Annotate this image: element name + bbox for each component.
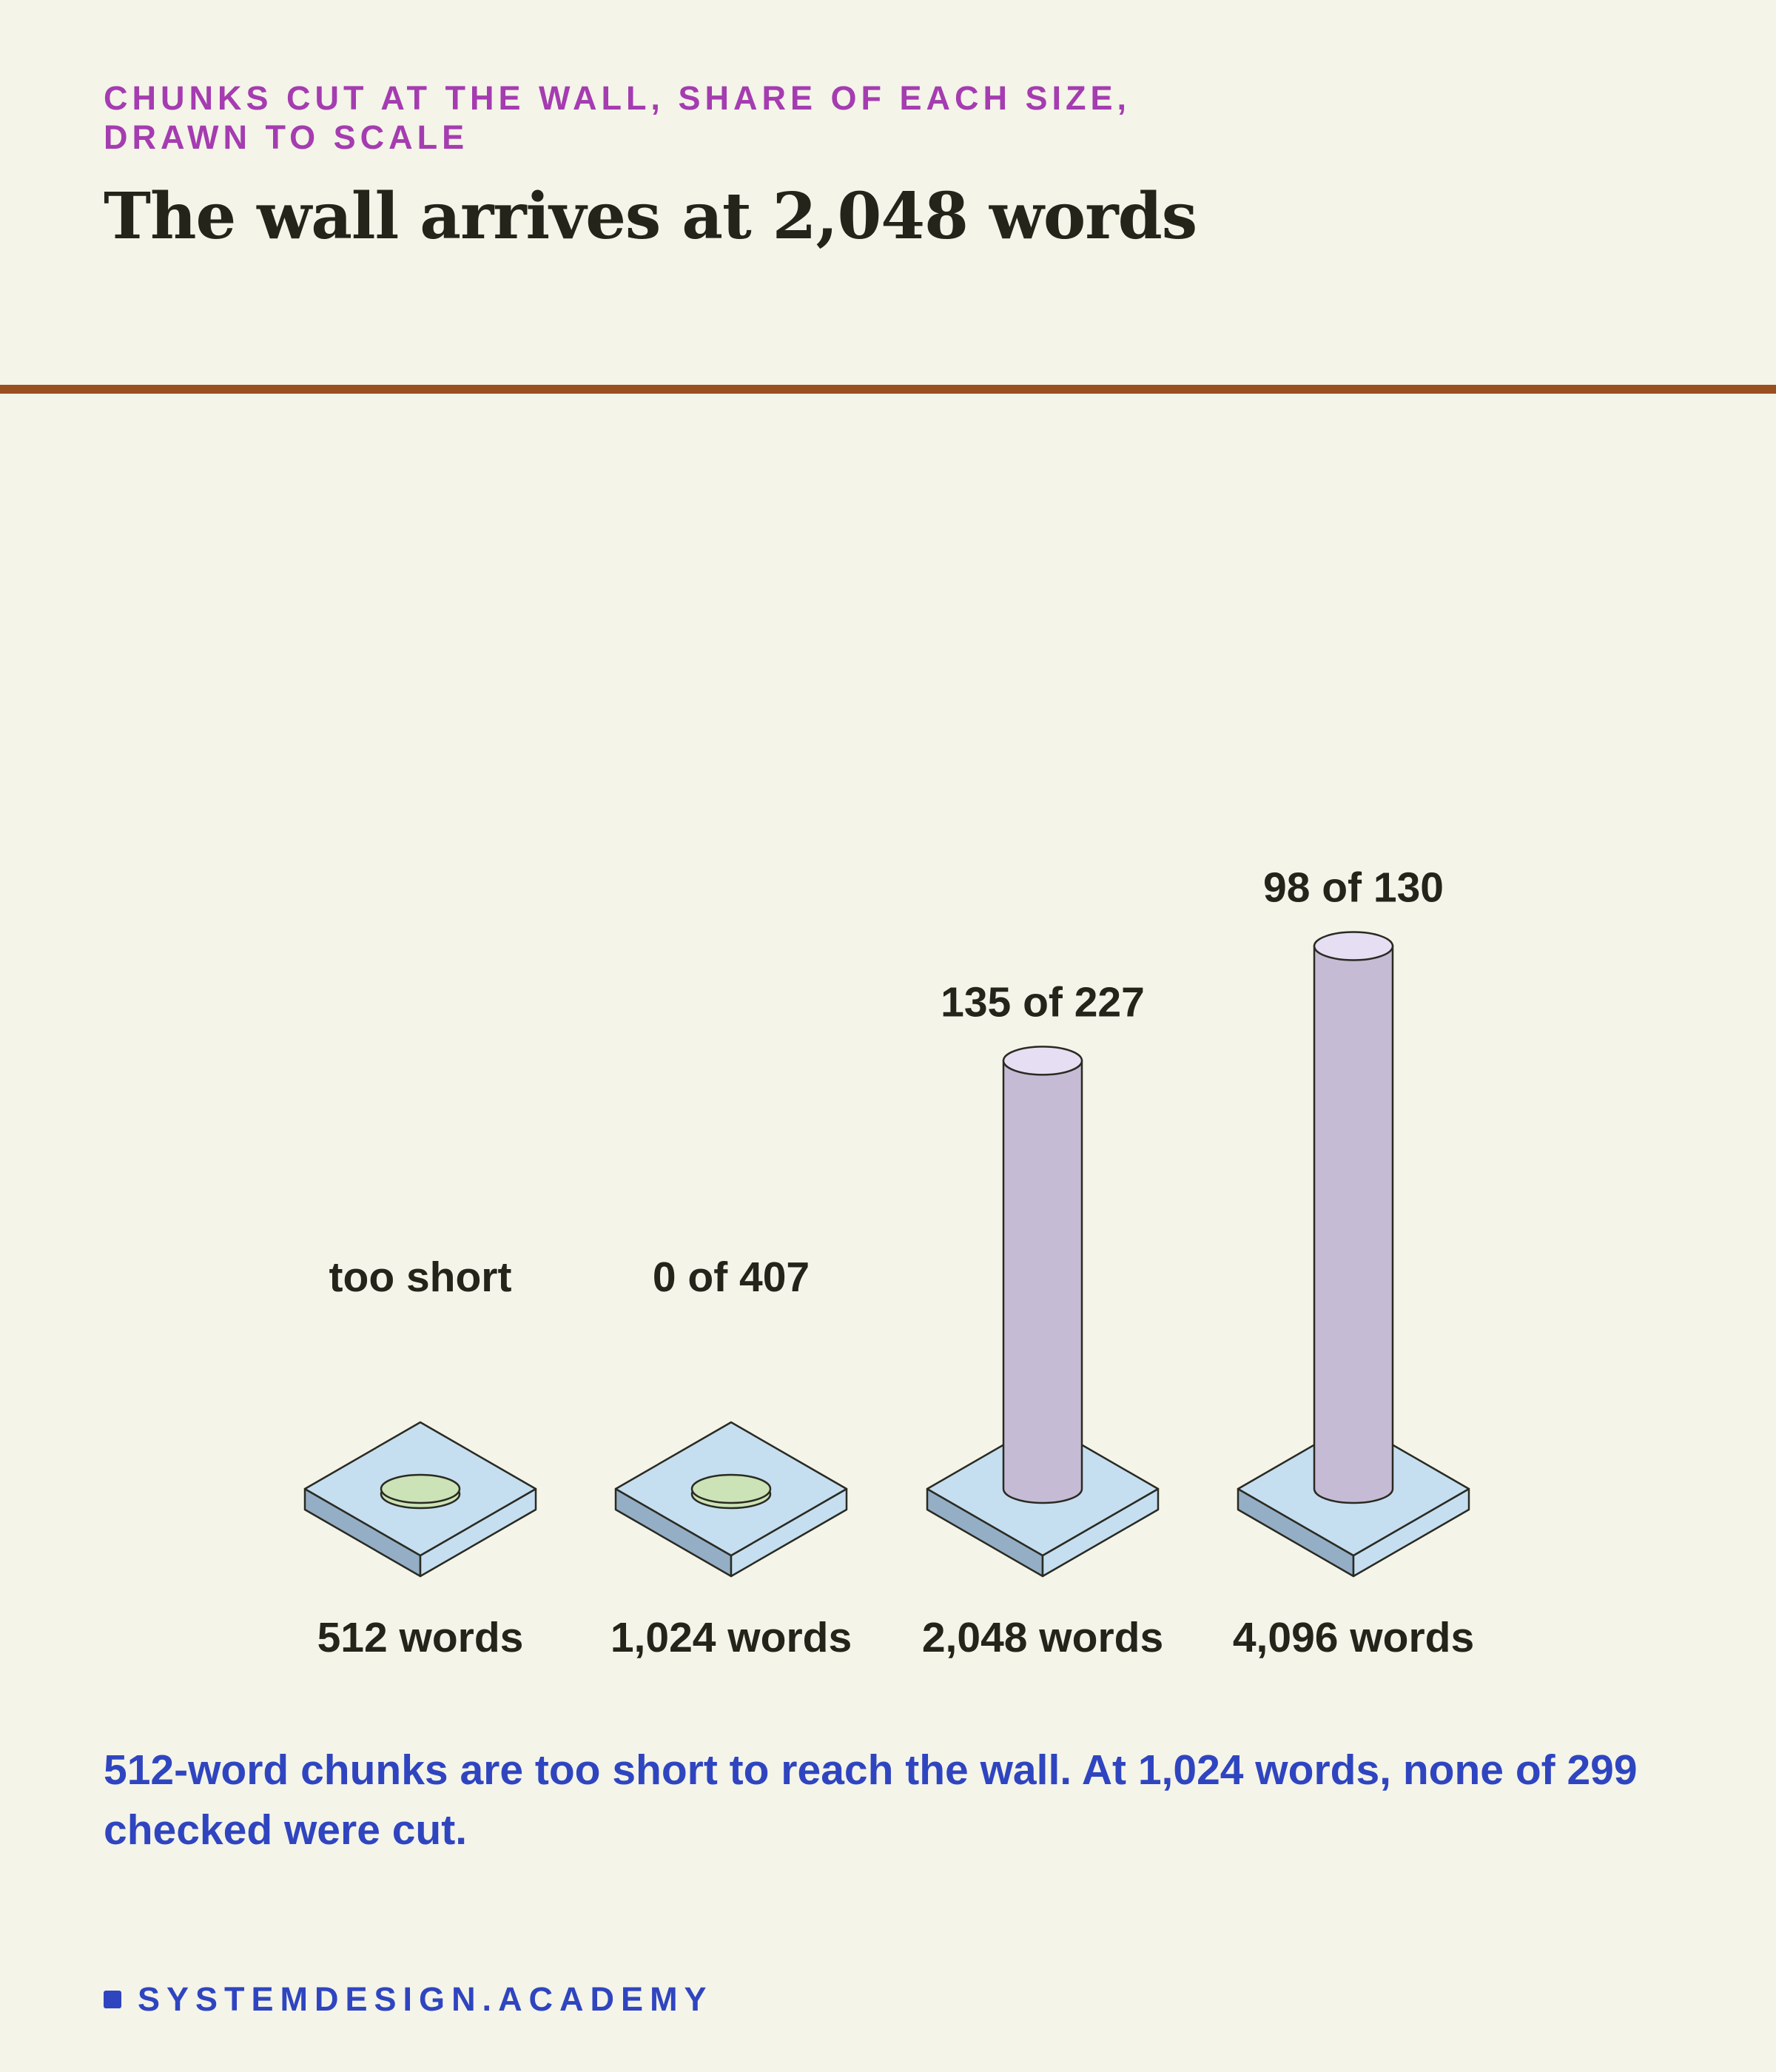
- brand-square-icon: [104, 1991, 121, 2008]
- bar-cylinder: [1003, 1060, 1082, 1503]
- category-label: 4,096 words: [1232, 1614, 1475, 1661]
- category-label: 512 words: [317, 1614, 524, 1661]
- data-label: too short: [329, 1254, 512, 1301]
- footer-brand[interactable]: [104, 1980, 713, 2019]
- chart-column: [305, 1254, 536, 1661]
- data-label: 0 of 407: [652, 1254, 810, 1301]
- empty-disc: [692, 1475, 770, 1503]
- empty-disc: [381, 1475, 460, 1503]
- data-label: 98 of 130: [1263, 864, 1444, 912]
- chart-caption: 512-word chunks are too short to reach the wall. At 1,024 words, none of 299 checked were cut.: [104, 1746, 1638, 1854]
- data-label: 135 of 227: [941, 978, 1145, 1026]
- category-label: 2,048 words: [921, 1614, 1164, 1661]
- chart-column: [1233, 864, 1474, 1661]
- chart-eyebrow: CHUNKS CUT AT THE WALL, SHARE OF EACH SIZE, DRAWN TO SCALE: [104, 79, 1131, 156]
- brand-name: SYSTEMDESIGN.ACADEMY: [138, 1980, 713, 2018]
- chart-column: [922, 978, 1163, 1661]
- chart-column: [610, 1254, 852, 1661]
- category-label: 1,024 words: [610, 1614, 852, 1661]
- bar-cylinder-top: [1314, 932, 1393, 961]
- bar-cylinder-top: [1003, 1046, 1082, 1074]
- chart-title: The wall arrives at 2,048 words: [104, 179, 1197, 254]
- bar-cylinder: [1314, 946, 1393, 1503]
